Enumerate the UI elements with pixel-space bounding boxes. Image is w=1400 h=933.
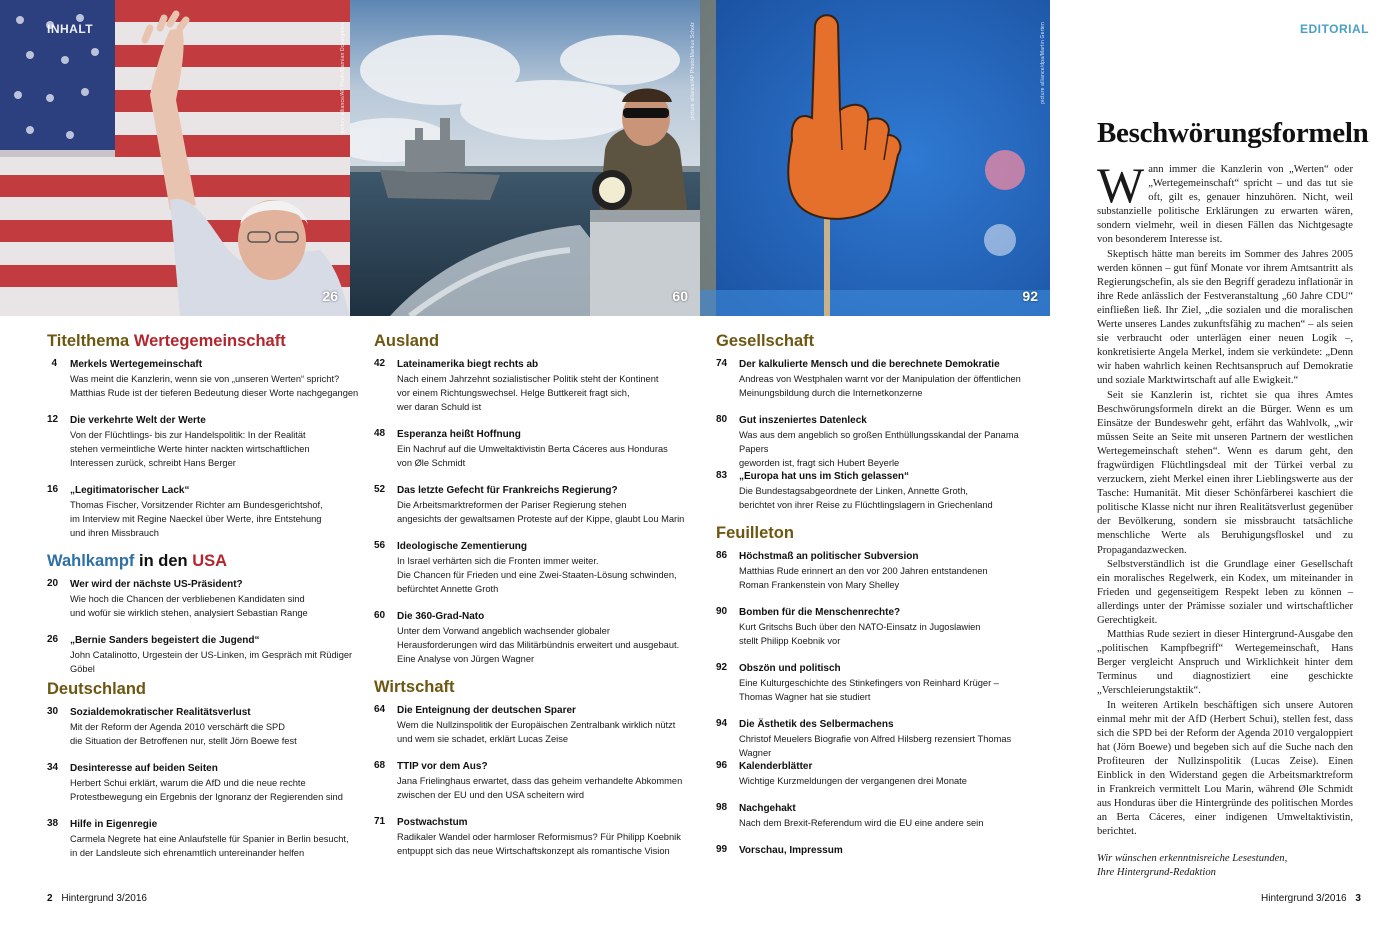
toc-desc-line: Interessen zurück, schreibt Hans Berger xyxy=(70,458,236,468)
toc-desc-line: Carmela Negrete hat eine Anlaufstelle für Spanier in Berlin besucht, xyxy=(70,834,349,844)
footer-left-publication: Hintergrund 3/2016 xyxy=(61,893,147,904)
toc-desc-line: geworden ist, fragt sich Hubert Beyerle xyxy=(739,458,900,468)
editorial-paragraph: Skeptisch hätte man bereits im Sommer des Jahres 2005 werden können – gut fünf Monate vor ihrem Amtsantritt als Regierungschefin, als sie den Begriff geradezu inflationär in ihre Rede anlässlich der Festveranstaltung „60 Jahre CDU“ einfließen ließ. Ihr Ziel, „die sozialen und die moralischen Werte unseres Landes zukunftsfähig zu machen“ – als seien sie verbraucht oder unterlägen einer neuen Logik –, konkretisierte Angela Merkel, indem sie verkündete: „Denn wir haben wahrlich keinen Rechtsanspruch auf Demokratie und soziale Marktwirtschaft auf alle Ewigkeit.“ xyxy=(1097,248,1353,387)
toc-desc-line: Die Arbeitsmarktreformen der Pariser Regierung stehen xyxy=(397,500,627,510)
section-heading-wahlkampf xyxy=(47,550,362,578)
toc-desc-line: Matthias Rude ist der tieferen Bedeutung dieser Worte nachgegangen xyxy=(70,388,359,398)
editorial-body xyxy=(1097,157,1353,880)
toc-entry-98[interactable] xyxy=(716,802,1031,844)
toc-entry-90[interactable] xyxy=(716,606,1031,662)
toc-title: Die 360-Grad-Nato xyxy=(397,611,485,622)
toc-entry-30[interactable] xyxy=(47,706,362,762)
toc-entry-71[interactable] xyxy=(374,816,689,872)
toc-page-number: 20 xyxy=(47,578,59,589)
toc-desc-line: Unter dem Vorwand angeblich wachsender globaler xyxy=(397,626,610,636)
toc-page-number: 34 xyxy=(47,762,59,773)
toc-title: Bomben für die Menschenrechte? xyxy=(739,607,901,618)
toc-page-number: 96 xyxy=(716,760,728,771)
toc-title: Esperanza heißt Hoffnung xyxy=(397,429,521,440)
toc-desc-line: und wofür sie wirklich stehen, analysiert Sebastian Range xyxy=(70,608,308,618)
toc-desc-line: von Øle Schmidt xyxy=(397,458,466,468)
toc-desc-line: In Israel verhärten sich die Fronten immer weiter. xyxy=(397,556,599,566)
toc-entry-4[interactable] xyxy=(47,358,362,414)
toc-desc-line: wer daran Schuld ist xyxy=(397,402,482,412)
toc-desc-line: zwischen der EU und den USA scheitern wird xyxy=(397,790,585,800)
toc-desc-line: Wem die Nullzinspolitik der Europäischen Zentralbank wirklich nützt xyxy=(397,720,676,730)
toc-desc-line: im Interview mit Regine Naeckel über Werte, ihre Entstehung xyxy=(70,514,322,524)
toc-desc-line: befürchtet Annette Groth xyxy=(397,584,499,594)
toc-desc-line: Nach einem Jahrzehnt sozialistischer Politik steht der Kontinent xyxy=(397,374,659,384)
toc-entry-94[interactable] xyxy=(716,718,1031,760)
toc-desc-line: angesichts der gewaltsamen Proteste auf der Kippe, glaubt Lou Marin xyxy=(397,514,685,524)
toc-title: Wer wird der nächste US-Präsident? xyxy=(70,579,243,590)
toc-entry-48[interactable] xyxy=(374,428,689,484)
section-heading-wirtschaft: Wirtschaft xyxy=(374,678,455,696)
toc-page-number: 99 xyxy=(716,844,728,855)
toc-title: Sozialdemokratischer Realitätsverlust xyxy=(70,707,251,718)
photo-credit-1: picture alliance/AP Photo/Damian Dovarganes xyxy=(340,22,346,134)
toc-title: Hilfe in Eigenregie xyxy=(70,819,158,830)
footer-right-publication: Hintergrund 3/2016 xyxy=(1261,893,1347,904)
toc-title: Das letzte Gefecht für Frankreichs Regierung? xyxy=(397,485,618,496)
section-heading-ausland: Ausland xyxy=(374,332,440,350)
toc-desc-line: Ein Nachruf auf die Umweltaktivistin Berta Cáceres aus Honduras xyxy=(397,444,668,454)
toc-page-number: 26 xyxy=(47,634,59,645)
toc-desc-line: Matthias Rude erinnert an den vor 200 Jahren entstandenen xyxy=(739,566,988,576)
toc-desc-line: Die Bundestagsabgeordnete der Linken, Annette Groth, xyxy=(739,486,968,496)
toc-title: Die verkehrte Welt der Werte xyxy=(70,415,206,426)
toc-entry-42[interactable] xyxy=(374,358,689,428)
toc-entry-99[interactable] xyxy=(716,844,1031,864)
toc-desc-line: Mit der Reform der Agenda 2010 verschärft die SPD xyxy=(70,722,285,732)
toc-desc-line: Thomas Wagner hat sie studiert xyxy=(739,692,871,702)
toc-desc-line: Meinungsbildung durch die Internetkonzerne xyxy=(739,388,923,398)
toc-entry-20[interactable] xyxy=(47,578,362,634)
footer-right-page-number: 3 xyxy=(1355,893,1361,904)
toc-page-number: 92 xyxy=(716,662,728,673)
toc-desc-line: und wem sie schadet, erklärt Lucas Zeise xyxy=(397,734,569,744)
toc-title: Gut inszeniertes Datenleck xyxy=(739,415,867,426)
toc-title: Postwachstum xyxy=(397,817,468,828)
toc-entry-16[interactable] xyxy=(47,484,362,548)
section-heading-deutschland: Deutschland xyxy=(47,680,147,698)
editorial-title: Beschwörungsformeln xyxy=(1097,117,1369,149)
section-heading-wahlkampf-b: USA xyxy=(192,552,228,570)
photo-page-number-3: 92 xyxy=(1022,288,1038,304)
photo-ship xyxy=(350,0,700,316)
editorial-paragraph: Selbstverständlich ist die Grundlage einer Gesellschaft ein moralisches Regelwerk, ein Kodex, um miteinander in Frieden und gegenseitigem Respekt leben zu können – allerdings unter der Prämisse sozialer und wirtschaftlicher Gerechtigkeit. xyxy=(1097,558,1353,626)
toc-entry-80[interactable] xyxy=(716,414,1031,470)
toc-entry-56[interactable] xyxy=(374,540,689,610)
toc-page-number: 71 xyxy=(374,816,386,827)
editorial-paragraph: Seit sie Kanzlerin ist, richtet sie qua ihres Amtes Beschwörungsformeln direkt an die Bürger. Wenn es um Einsätze der Bundeswehr geht, erfährt das Wahlvolk, „wir müssen Seite an Seite mit unseren Partnern der westlichen Wertegemeinschaft stehen“. Wenn es darum geht, den fragwürdigen Flüchtlingsdeal mit der Türkei verbal zu verzuckern, zieht Merkel einen ihrer Lieblingswerte aus der Tasche: Humanität. Mit dieser Schönfärberei kaschiert die politische Klasse nicht nur ihren Realitätsverlust gegenüber der Bevölkerung, sondern sie missbraucht tatsächliche menschliche Werte als Beruhigungsfloskel und zu Propagandazwecken. xyxy=(1097,389,1353,556)
editorial-paragraph-text: ann immer die Kanzlerin von „Werten“ oder „Wertegemeinschaft“ spricht – und das tut sie oft, gilt es, genauer hinzuhören. Nicht, weil substanzielle politische Erklärungen zu erwarten wären, sondern vielmehr, weil in diesen Fällen das Nichtgesagte von besonderem Interesse ist. xyxy=(1097,164,1353,246)
toc-entry-26[interactable] xyxy=(47,634,362,676)
photo-ship-image xyxy=(350,0,700,316)
toc-desc-line: Was meint die Kanzlerin, wenn sie von „unseren Werten“ spricht? xyxy=(70,374,340,384)
photo-sanders-image xyxy=(0,0,350,316)
toc-entry-68[interactable] xyxy=(374,760,689,816)
toc-title: Desinteresse auf beiden Seiten xyxy=(70,763,218,774)
toc-desc-line: Was aus dem angeblich so großen Enthüllungsskandal der Panama Papers xyxy=(739,430,1019,454)
toc-desc-line: Jana Frielinghaus erwartet, dass das geheim verhandelte Abkommen xyxy=(397,776,683,786)
toc-title: TTIP vor dem Aus? xyxy=(397,761,488,772)
toc-desc-line: Wie hoch die Chancen der verbliebenen Kandidaten sind xyxy=(70,594,305,604)
section-heading-titelthema xyxy=(47,330,362,358)
toc-page-number: 56 xyxy=(374,540,386,551)
toc-page-number: 30 xyxy=(47,706,59,717)
editorial-dropcap: W xyxy=(1097,157,1145,213)
toc-page-number: 38 xyxy=(47,818,59,829)
toc-page-number: 74 xyxy=(716,358,728,369)
toc-page-number: 68 xyxy=(374,760,386,771)
toc-desc-line: Wichtige Kurzmeldungen der vergangenen drei Monate xyxy=(739,776,967,786)
footer-left xyxy=(47,893,147,904)
editorial-signoff-1: Wir wünschen erkenntnisreiche Lesestunden, xyxy=(1097,852,1288,864)
toc-page-number: 90 xyxy=(716,606,728,617)
toc-page-number: 83 xyxy=(716,470,728,481)
photo-credit-2: picture alliance/AP Photo/Markus Scholz xyxy=(690,22,696,120)
editorial-paragraph xyxy=(1097,157,1353,248)
toc-desc-line: Radikaler Wandel oder harmloser Reformismus? Für Philipp Koebnik xyxy=(397,832,681,842)
toc-desc-line: Kurt Gritschs Buch über den NATO-Einsatz in Jugoslawien xyxy=(739,622,981,632)
toc-page-number: 60 xyxy=(374,610,386,621)
toc-page-number: 80 xyxy=(716,414,728,425)
toc-title: Die Enteignung der deutschen Sparer xyxy=(397,705,576,716)
toc-entry-52[interactable] xyxy=(374,484,689,540)
toc-desc-line: entpuppt sich das neue Wirtschaftskonzept als romantische Vision xyxy=(397,846,670,856)
toc-page-number: 42 xyxy=(374,358,386,369)
toc-page-number: 98 xyxy=(716,802,728,813)
toc-title: Kalenderblätter xyxy=(739,761,813,772)
toc-desc-line: die Situation der Betroffenen nur, stellt Jörn Boewe fest xyxy=(70,736,297,746)
toc-title: Merkels Wertegemeinschaft xyxy=(70,359,203,370)
toc-desc-line: Eine Analyse von Jürgen Wagner xyxy=(397,654,535,664)
toc-page-number: 16 xyxy=(47,484,59,495)
toc-desc-line: Von der Flüchtlings- bis zur Handelspolitik: In der Realität xyxy=(70,430,306,440)
photo-sanders xyxy=(0,0,350,316)
toc-page-number: 48 xyxy=(374,428,386,439)
toc-title: Ideologische Zementierung xyxy=(397,541,528,552)
toc-desc-line: in der Landsleute sich ehrenamtlich untereinander helfen xyxy=(70,848,305,858)
section-heading-gesellschaft: Gesellschaft xyxy=(716,332,815,350)
toc-title: Die Ästhetik des Selbermachens xyxy=(739,719,894,730)
toc-entry-96[interactable] xyxy=(716,760,1031,802)
header-tag-editorial: EDITORIAL xyxy=(1300,22,1369,36)
photo-finger xyxy=(700,0,1050,316)
toc-desc-line: Protestbewegung ein Ergebnis der Ignoranz der Regierenden sind xyxy=(70,792,343,802)
toc-column-1 xyxy=(47,328,362,874)
toc-page-number: 94 xyxy=(716,718,728,729)
toc-desc-line: stellt Philipp Koebnik vor xyxy=(739,636,841,646)
toc-entry-86[interactable] xyxy=(716,550,1031,606)
toc-entry-64[interactable] xyxy=(374,704,689,760)
section-heading-titelthema-a: Titelthema xyxy=(47,332,130,350)
toc-entry-34[interactable] xyxy=(47,762,362,818)
section-heading-wahlkampf-mid: in den xyxy=(139,552,188,570)
photo-page-number-1: 26 xyxy=(322,288,338,304)
toc-desc-line: Andreas von Westphalen warnt vor der Manipulation der öffentlichen xyxy=(739,374,1021,384)
editorial-paragraph: In weiteren Artikeln beschäftigen sich unsere Autoren einmal mehr mit der AfD (Herbert Schui), stellen fest, dass sich die SPD bei der Reform der Agenda 2010 vergaloppiert hat (Jörn Boewe) und begeben sich auf die Suche nach den Profiteuren der Nullzinspolitik (Lucas Zeise). Einen Einblick in den Widerstand gegen die Arbeitsmarktreform in Frankreich vermittelt Lou Marin, während Øle Schmidt aus Honduras über die Hintergründe des politischen Mordes an Berta Cáceres, einer indigenen Umweltaktivistin, berichtet. xyxy=(1097,699,1353,838)
header-tag-inhalt: INHALT xyxy=(47,22,94,36)
toc-entry-92[interactable] xyxy=(716,662,1031,718)
editorial-signoff-2: Ihre Hintergrund-Redaktion xyxy=(1097,866,1216,878)
toc-title: Lateinamerika biegt rechts ab xyxy=(397,359,539,370)
footer-right xyxy=(1261,893,1361,904)
toc-entry-38[interactable] xyxy=(47,818,362,874)
toc-desc-line: Roman Frankenstein von Mary Shelley xyxy=(739,580,900,590)
toc-entry-83[interactable] xyxy=(716,470,1031,520)
toc-title: „Legitimatorischer Lack“ xyxy=(70,485,190,496)
editorial-paragraph: Matthias Rude seziert in dieser Hintergrund-Ausgabe den „politischen Kampfbegriff“ Wertegemeinschaft, Hans Berger vergleicht Anspruch und Wirklichkeit hinter dem Terminus und diagnostiziert eine geschickte „Verschleierungstaktik“. xyxy=(1097,629,1353,697)
toc-desc-line: Nach dem Brexit-Referendum wird die EU eine andere sein xyxy=(739,818,984,828)
toc-title: Obszön und politisch xyxy=(739,663,841,674)
toc-page-number: 86 xyxy=(716,550,728,561)
toc-desc-line: berichtet von ihrer Reise zu Flüchtlingslagern in Griechenland xyxy=(739,500,993,510)
toc-desc-line: Herbert Schui erklärt, warum die AfD und die neue rechte xyxy=(70,778,306,788)
toc-title: „Bernie Sanders begeistert die Jugend“ xyxy=(70,635,260,646)
toc-desc-line: John Catalinotto, Urgestein der US-Linken, im Gespräch mit Rüdiger Göbel xyxy=(70,650,353,674)
section-heading-feuilleton: Feuilleton xyxy=(716,524,794,542)
toc-page-number: 52 xyxy=(374,484,386,495)
toc-desc-line: und ihren Missbrauch xyxy=(70,528,159,538)
toc-desc-line: Herausforderungen wird das Militärbündnis erweitert und ausgebaut. xyxy=(397,640,680,650)
toc-page-number: 12 xyxy=(47,414,59,425)
toc-desc-line: Thomas Fischer, Vorsitzender Richter am Bundesgerichtshof, xyxy=(70,500,323,510)
toc-page-number: 4 xyxy=(51,358,57,369)
toc-title: Vorschau, Impressum xyxy=(739,845,843,856)
section-heading-titelthema-b: Wertegemeinschaft xyxy=(133,332,286,350)
section-heading-wahlkampf-a: Wahlkampf xyxy=(47,552,135,570)
toc-desc-line: vor einem Richtungswechsel. Helge Buttkereit fragt sich, xyxy=(397,388,630,398)
toc-desc-line: Christof Meuelers Biografie von Alfred Hilsberg rezensiert Thomas Wagner xyxy=(739,734,1012,758)
toc-column-3 xyxy=(716,328,1031,864)
toc-entry-60[interactable] xyxy=(374,610,689,674)
photo-page-number-2: 60 xyxy=(672,288,688,304)
toc-title: Der kalkulierte Mensch und die berechnete Demokratie xyxy=(739,359,1000,370)
footer-left-page-number: 2 xyxy=(47,893,53,904)
toc-page-number: 64 xyxy=(374,704,386,715)
toc-title: Höchstmaß an politischer Subversion xyxy=(739,551,919,562)
toc-desc-line: Die Chancen für Frieden und eine Zwei-Staaten-Lösung schwinden, xyxy=(397,570,677,580)
photo-credit-3: picture alliance/dpa/Martin Gerten xyxy=(1040,22,1046,104)
toc-title: „Europa hat uns im Stich gelassen“ xyxy=(739,471,910,482)
toc-column-2 xyxy=(374,328,689,872)
toc-entry-74[interactable] xyxy=(716,358,1031,414)
toc-title: Nachgehakt xyxy=(739,803,796,814)
toc-desc-line: Eine Kulturgeschichte des Stinkefingers von Reinhard Krüger – xyxy=(739,678,999,688)
toc-entry-12[interactable] xyxy=(47,414,362,484)
photo-finger-image xyxy=(700,0,1050,316)
toc-desc-line: stehen vermeintliche Werte hinter nackten wirtschaftlichen xyxy=(70,444,310,454)
